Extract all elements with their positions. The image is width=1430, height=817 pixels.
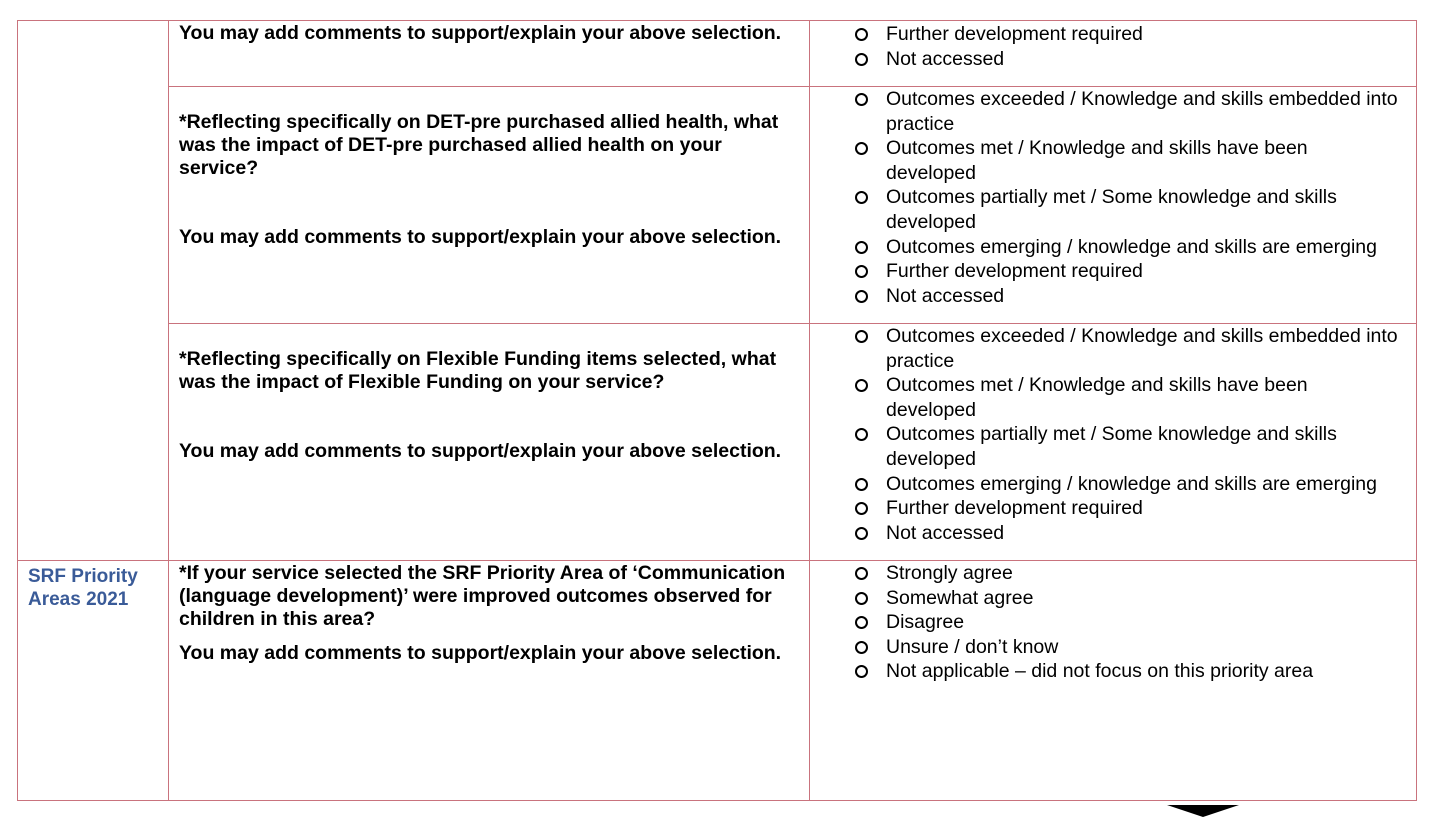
- question-cell: [169, 324, 810, 561]
- comment-prompt: You may add comments to support/explain your above selection.: [179, 642, 782, 664]
- radio-circle-icon[interactable]: [855, 241, 868, 254]
- options-cell: [810, 561, 1417, 801]
- radio-option[interactable]: [855, 22, 1398, 47]
- radio-option[interactable]: [855, 136, 1398, 185]
- radio-circle-icon[interactable]: [855, 665, 868, 678]
- radio-option[interactable]: [855, 659, 1398, 684]
- radio-option-label: Not applicable – did not focus on this priority area: [886, 660, 1314, 683]
- comment-prompt: You may add comments to support/explain your above selection.: [179, 22, 782, 44]
- radio-option[interactable]: [855, 47, 1398, 72]
- radio-option-label: Outcomes exceeded / Knowledge and skills embedded into practice: [886, 88, 1398, 135]
- radio-circle-icon[interactable]: [855, 478, 868, 491]
- radio-option[interactable]: [855, 185, 1398, 234]
- radio-circle-icon[interactable]: [855, 641, 868, 654]
- radio-group: [855, 561, 1398, 684]
- radio-circle-icon[interactable]: [855, 330, 868, 343]
- radio-circle-icon[interactable]: [855, 290, 868, 303]
- radio-option-label: Outcomes exceeded / Knowledge and skills embedded into practice: [886, 325, 1398, 372]
- radio-circle-icon[interactable]: [855, 379, 868, 392]
- radio-circle-icon[interactable]: [855, 616, 868, 629]
- question-cell: [169, 21, 810, 87]
- radio-option-label: Outcomes partially met / Some knowledge and skills developed: [886, 186, 1337, 233]
- radio-circle-icon[interactable]: [855, 592, 868, 605]
- radio-option-label: Further development required: [886, 260, 1143, 283]
- radio-circle-icon[interactable]: [855, 142, 868, 155]
- radio-option-label: Not accessed: [886, 284, 1005, 307]
- radio-option[interactable]: [855, 521, 1398, 546]
- radio-circle-icon[interactable]: [855, 527, 868, 540]
- radio-option[interactable]: [855, 284, 1398, 309]
- radio-option[interactable]: [855, 373, 1398, 422]
- radio-option-label: Strongly agree: [886, 562, 1013, 584]
- radio-option[interactable]: [855, 610, 1398, 635]
- radio-option[interactable]: [855, 87, 1398, 136]
- radio-circle-icon[interactable]: [855, 428, 868, 441]
- radio-option[interactable]: [855, 496, 1398, 521]
- question-text: *Reflecting specifically on DET-pre purchased allied health, what was the impact of DET-pre purchased allied health on your service?: [179, 111, 779, 179]
- radio-option-label: Outcomes met / Knowledge and skills have been developed: [886, 374, 1308, 421]
- question-cell: [169, 561, 810, 801]
- radio-circle-icon[interactable]: [855, 53, 868, 66]
- radio-option-label: Outcomes met / Knowledge and skills have been developed: [886, 137, 1308, 184]
- radio-option-label: Outcomes emerging / knowledge and skills are emerging: [886, 472, 1377, 495]
- radio-circle-icon[interactable]: [855, 28, 868, 41]
- radio-circle-icon[interactable]: [855, 191, 868, 204]
- table-row: [18, 21, 1417, 87]
- question-text: *If your service selected the SRF Priority Area of ‘Communication (language development)’ were improved outcomes observed for children in this area?: [179, 562, 786, 630]
- table-row: [18, 561, 1417, 801]
- table-row: [18, 87, 1417, 324]
- radio-circle-icon[interactable]: [855, 567, 868, 580]
- table-row: [18, 324, 1417, 561]
- area-cell-empty: [18, 21, 169, 561]
- comment-prompt: You may add comments to support/explain your above selection.: [179, 226, 782, 248]
- radio-option-label: Further development required: [886, 497, 1143, 520]
- radio-circle-icon[interactable]: [855, 502, 868, 515]
- radio-group: [855, 21, 1398, 71]
- radio-group: [855, 87, 1398, 308]
- radio-option-label: Outcomes partially met / Some knowledge and skills developed: [886, 423, 1337, 470]
- comment-prompt: You may add comments to support/explain your above selection.: [179, 440, 782, 462]
- options-cell: [810, 324, 1417, 561]
- radio-option-label: Somewhat agree: [886, 586, 1034, 609]
- radio-option[interactable]: [855, 422, 1398, 471]
- area-label: SRF Priority Areas 2021: [28, 566, 138, 610]
- radio-option-label: Not accessed: [886, 47, 1005, 70]
- area-cell: [18, 561, 169, 801]
- logo-mark-icon: [1167, 805, 1239, 817]
- radio-option-label: Unsure / don’t know: [886, 635, 1059, 658]
- options-cell: [810, 87, 1417, 324]
- radio-option[interactable]: [855, 472, 1398, 497]
- radio-option-label: Outcomes emerging / knowledge and skills are emerging: [886, 235, 1377, 258]
- options-cell: [810, 21, 1417, 87]
- radio-option[interactable]: [855, 324, 1398, 373]
- survey-table: [17, 20, 1417, 801]
- radio-option[interactable]: [855, 561, 1398, 586]
- radio-option[interactable]: [855, 635, 1398, 660]
- radio-option[interactable]: [855, 259, 1398, 284]
- radio-option-label: Further development required: [886, 23, 1143, 45]
- radio-option[interactable]: [855, 235, 1398, 260]
- question-cell: [169, 87, 810, 324]
- radio-circle-icon[interactable]: [855, 265, 868, 278]
- radio-option-label: Disagree: [886, 611, 965, 634]
- radio-group: [855, 324, 1398, 545]
- radio-option[interactable]: [855, 586, 1398, 611]
- question-text: *Reflecting specifically on Flexible Funding items selected, what was the impact of Flexible Funding on your service?: [179, 348, 777, 393]
- radio-option-label: Not accessed: [886, 521, 1005, 544]
- radio-circle-icon[interactable]: [855, 93, 868, 106]
